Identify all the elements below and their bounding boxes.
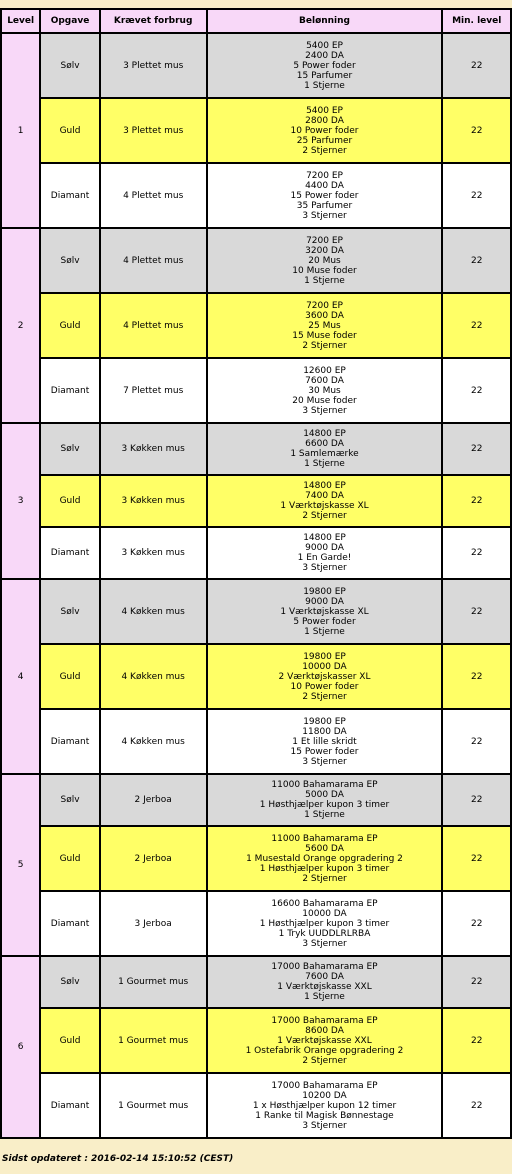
reward-line: 14800 EP (303, 429, 346, 439)
min-level-cell: 22 (443, 645, 510, 708)
reward-line: 25 Parfumer (296, 135, 353, 146)
min-level-cell: 22 (443, 476, 510, 526)
reward-line: 25 Mus (308, 320, 341, 331)
required-cell: 3 Plettet mus (101, 99, 206, 162)
reward-cell (208, 34, 442, 97)
reward-line: 2800 DA (305, 115, 344, 126)
table-row (2, 827, 510, 890)
reward-line: 7200 EP (306, 300, 343, 311)
reward-line: 1 Værktøjskasse XL (280, 606, 369, 617)
level-cell: 4 (2, 580, 39, 773)
reward-line: 1 Stjerne (304, 80, 345, 91)
reward-line: 1 Musestald Orange opgradering 2 (246, 853, 403, 864)
reward-cell (208, 229, 442, 292)
reward-cell (208, 359, 442, 422)
min-level-cell: 22 (443, 359, 510, 422)
min-level-cell: 22 (443, 957, 510, 1007)
reward-line: 1 Ranke til Magisk Bønnestage (255, 1110, 394, 1121)
reward-line: 7600 DA (305, 375, 344, 386)
reward-line: 7200 EP (306, 170, 343, 181)
reward-line: 16600 Bahamarama EP (271, 898, 378, 909)
table-row (2, 957, 510, 1007)
required-cell: 3 Køkken mus (101, 424, 206, 474)
task-cell: Guld (41, 1009, 98, 1072)
reward-line: 1 Stjerne (304, 992, 345, 1002)
table-row (2, 1074, 510, 1137)
table-row (2, 359, 510, 422)
reward-line: 7400 DA (305, 491, 344, 501)
header-task: Opgave (41, 10, 98, 32)
required-cell: 1 Gourmet mus (101, 957, 206, 1007)
reward-cell (208, 476, 442, 526)
reward-line: 7200 EP (306, 235, 343, 246)
table-row (2, 580, 510, 643)
reward-line: 3 Stjerner (302, 1120, 347, 1131)
reward-line: 1 Et lille skridt (292, 736, 357, 747)
required-cell: 1 Gourmet mus (101, 1074, 206, 1137)
reward-line: 12600 EP (303, 365, 346, 376)
table-row (2, 294, 510, 357)
reward-line: 9000 DA (305, 596, 344, 607)
required-cell: 7 Plettet mus (101, 359, 206, 422)
task-cell: Diamant (41, 359, 98, 422)
reward-line: 14800 EP (303, 481, 346, 491)
task-cell: Guld (41, 294, 98, 357)
reward-line: 10 Power foder (290, 681, 359, 692)
level-cell: 2 (2, 229, 39, 422)
reward-line: 5 Power foder (293, 60, 356, 71)
reward-line: 1 Høsthjælper kupon 3 timer (259, 800, 390, 810)
reward-cell (208, 957, 442, 1007)
required-cell: 4 Køkken mus (101, 710, 206, 773)
task-cell: Sølv (41, 229, 98, 292)
reward-cell (208, 710, 442, 773)
reward-line: 2400 DA (305, 50, 344, 61)
min-level-cell: 22 (443, 1074, 510, 1137)
reward-line: 1 Samlemærke (290, 449, 359, 459)
reward-line: 20 Muse foder (292, 395, 357, 406)
table-row (2, 99, 510, 162)
reward-line: 11000 Bahamarama EP (271, 780, 378, 790)
table-row (2, 775, 510, 825)
reward-line: 3 Stjerner (302, 405, 347, 416)
table-row (2, 528, 510, 578)
reward-line: 1 Stjerne (304, 626, 345, 637)
header-min-level: Min. level (443, 10, 510, 32)
reward-line: 1 Værktøjskasse XXL (277, 982, 372, 992)
reward-line: 10000 DA (302, 661, 347, 672)
reward-line: 2 Stjerner (302, 145, 347, 156)
min-level-cell: 22 (443, 424, 510, 474)
table-row (2, 164, 510, 227)
reward-line: 3 Stjerner (302, 563, 347, 573)
reward-line: 3 Stjerner (302, 756, 347, 767)
reward-line: 8600 DA (305, 1025, 344, 1036)
reward-line: 6600 DA (305, 439, 344, 449)
required-cell: 4 Køkken mus (101, 580, 206, 643)
header-row (2, 10, 510, 32)
task-cell: Diamant (41, 710, 98, 773)
reward-line: 7600 DA (305, 972, 344, 982)
task-cell: Guld (41, 827, 98, 890)
min-level-cell: 22 (443, 580, 510, 643)
reward-line: 15 Power foder (290, 746, 359, 757)
table-row (2, 892, 510, 955)
header-level: Level (2, 10, 39, 32)
reward-line: 1 Høsthjælper kupon 3 timer (259, 918, 390, 929)
reward-line: 5000 DA (305, 790, 344, 800)
required-cell: 3 Plettet mus (101, 34, 206, 97)
reward-cell (208, 424, 442, 474)
reward-line: 11800 DA (302, 726, 347, 737)
reward-cell (208, 99, 442, 162)
reward-line: 5 Power foder (293, 616, 356, 627)
reward-cell (208, 294, 442, 357)
reward-cell (208, 1074, 442, 1137)
reward-line: 2 Stjerner (302, 511, 347, 521)
reward-cell (208, 1009, 442, 1072)
reward-line: 5400 EP (306, 40, 343, 51)
table-row (2, 645, 510, 708)
reward-line: 5400 EP (306, 105, 343, 116)
table-body (2, 34, 510, 1137)
required-cell: 4 Køkken mus (101, 645, 206, 708)
reward-line: 1 Stjerne (304, 459, 345, 469)
reward-line: 10000 DA (302, 908, 347, 919)
reward-line: 15 Power foder (290, 190, 359, 201)
reward-line: 10 Muse foder (292, 265, 357, 276)
min-level-cell: 22 (443, 294, 510, 357)
required-cell: 3 Køkken mus (101, 476, 206, 526)
min-level-cell: 22 (443, 528, 510, 578)
reward-cell (208, 775, 442, 825)
level-cell: 1 (2, 34, 39, 227)
min-level-cell: 22 (443, 34, 510, 97)
reward-line: 1 Ostefabrik Orange opgradering 2 (245, 1045, 404, 1056)
reward-line: 1 Stjerne (304, 275, 345, 286)
reward-line: 10 Power foder (290, 125, 359, 136)
reward-line: 4400 DA (305, 180, 344, 191)
task-cell: Diamant (41, 892, 98, 955)
reward-line: 3600 DA (305, 310, 344, 321)
min-level-cell: 22 (443, 164, 510, 227)
min-level-cell: 22 (443, 892, 510, 955)
reward-cell (208, 164, 442, 227)
reward-line: 17000 Bahamarama EP (271, 1080, 378, 1091)
reward-line: 2 Stjerner (302, 340, 347, 351)
min-level-cell: 22 (443, 710, 510, 773)
task-cell: Guld (41, 99, 98, 162)
task-cell: Diamant (41, 528, 98, 578)
task-cell: Guld (41, 476, 98, 526)
table-row (2, 1009, 510, 1072)
reward-line: 19800 EP (303, 651, 346, 662)
reward-line: 3 Stjerner (302, 938, 347, 949)
min-level-cell: 22 (443, 99, 510, 162)
task-cell: Diamant (41, 1074, 98, 1137)
reward-line: 2 Stjerner (302, 1055, 347, 1066)
header-reward: Belønning (208, 10, 442, 32)
reward-line: 1 En Garde! (297, 553, 352, 563)
level-cell: 3 (2, 424, 39, 578)
table-row (2, 229, 510, 292)
reward-line: 15 Muse foder (292, 330, 357, 341)
min-level-cell: 22 (443, 1009, 510, 1072)
reward-line: 3200 DA (305, 245, 344, 256)
reward-line: 1 Værktøjskasse XXL (277, 1035, 372, 1046)
task-cell: Sølv (41, 424, 98, 474)
table-row (2, 34, 510, 97)
reward-line: 30 Mus (308, 385, 341, 396)
reward-cell (208, 528, 442, 578)
reward-line: 17000 Bahamarama EP (271, 962, 378, 972)
reward-line: 2 Værktøjskasser XL (278, 671, 371, 682)
reward-line: 9000 DA (305, 543, 344, 553)
reward-cell (208, 892, 442, 955)
reward-line: 1 Stjerne (304, 810, 345, 820)
reward-line: 3 Stjerner (302, 210, 347, 221)
quest-table (0, 8, 512, 1139)
level-cell: 6 (2, 957, 39, 1137)
required-cell: 3 Jerboa (101, 892, 206, 955)
reward-line: 2 Stjerner (302, 873, 347, 884)
required-cell: 2 Jerboa (101, 775, 206, 825)
reward-line: 5600 DA (305, 843, 344, 854)
task-cell: Diamant (41, 164, 98, 227)
reward-line: 35 Parfumer (296, 200, 353, 211)
task-cell: Sølv (41, 580, 98, 643)
reward-cell (208, 827, 442, 890)
reward-line: 1 x Høsthjælper kupon 12 timer (252, 1100, 397, 1111)
min-level-cell: 22 (443, 775, 510, 825)
reward-line: 19800 EP (303, 586, 346, 597)
required-cell: 4 Plettet mus (101, 294, 206, 357)
reward-line: 1 Høsthjælper kupon 3 timer (259, 863, 390, 874)
required-cell: 2 Jerboa (101, 827, 206, 890)
reward-line: 11000 Bahamarama EP (271, 833, 378, 844)
level-cell: 5 (2, 775, 39, 955)
reward-line: 14800 EP (303, 533, 346, 543)
table-row (2, 710, 510, 773)
required-cell: 4 Plettet mus (101, 164, 206, 227)
last-updated: Sidst opdateret : 2016-02-14 15:10:52 (CEST) (2, 1154, 234, 1164)
reward-line: 1 Tryk UUDDLRLRBA (278, 928, 371, 939)
required-cell: 4 Plettet mus (101, 229, 206, 292)
required-cell: 1 Gourmet mus (101, 1009, 206, 1072)
min-level-cell: 22 (443, 827, 510, 890)
task-cell: Sølv (41, 775, 98, 825)
table-row (2, 424, 510, 474)
task-cell: Sølv (41, 957, 98, 1007)
reward-line: 17000 Bahamarama EP (271, 1015, 378, 1026)
required-cell: 3 Køkken mus (101, 528, 206, 578)
table-row (2, 476, 510, 526)
reward-cell (208, 580, 442, 643)
reward-line: 1 Værktøjskasse XL (280, 501, 369, 511)
reward-line: 20 Mus (308, 255, 341, 266)
min-level-cell: 22 (443, 229, 510, 292)
header-required: Krævet forbrug (101, 10, 206, 32)
reward-cell (208, 645, 442, 708)
reward-line: 15 Parfumer (296, 70, 353, 81)
task-cell: Sølv (41, 34, 98, 97)
reward-line: 19800 EP (303, 716, 346, 727)
reward-line: 10200 DA (302, 1090, 347, 1101)
task-cell: Guld (41, 645, 98, 708)
reward-line: 2 Stjerner (302, 691, 347, 702)
